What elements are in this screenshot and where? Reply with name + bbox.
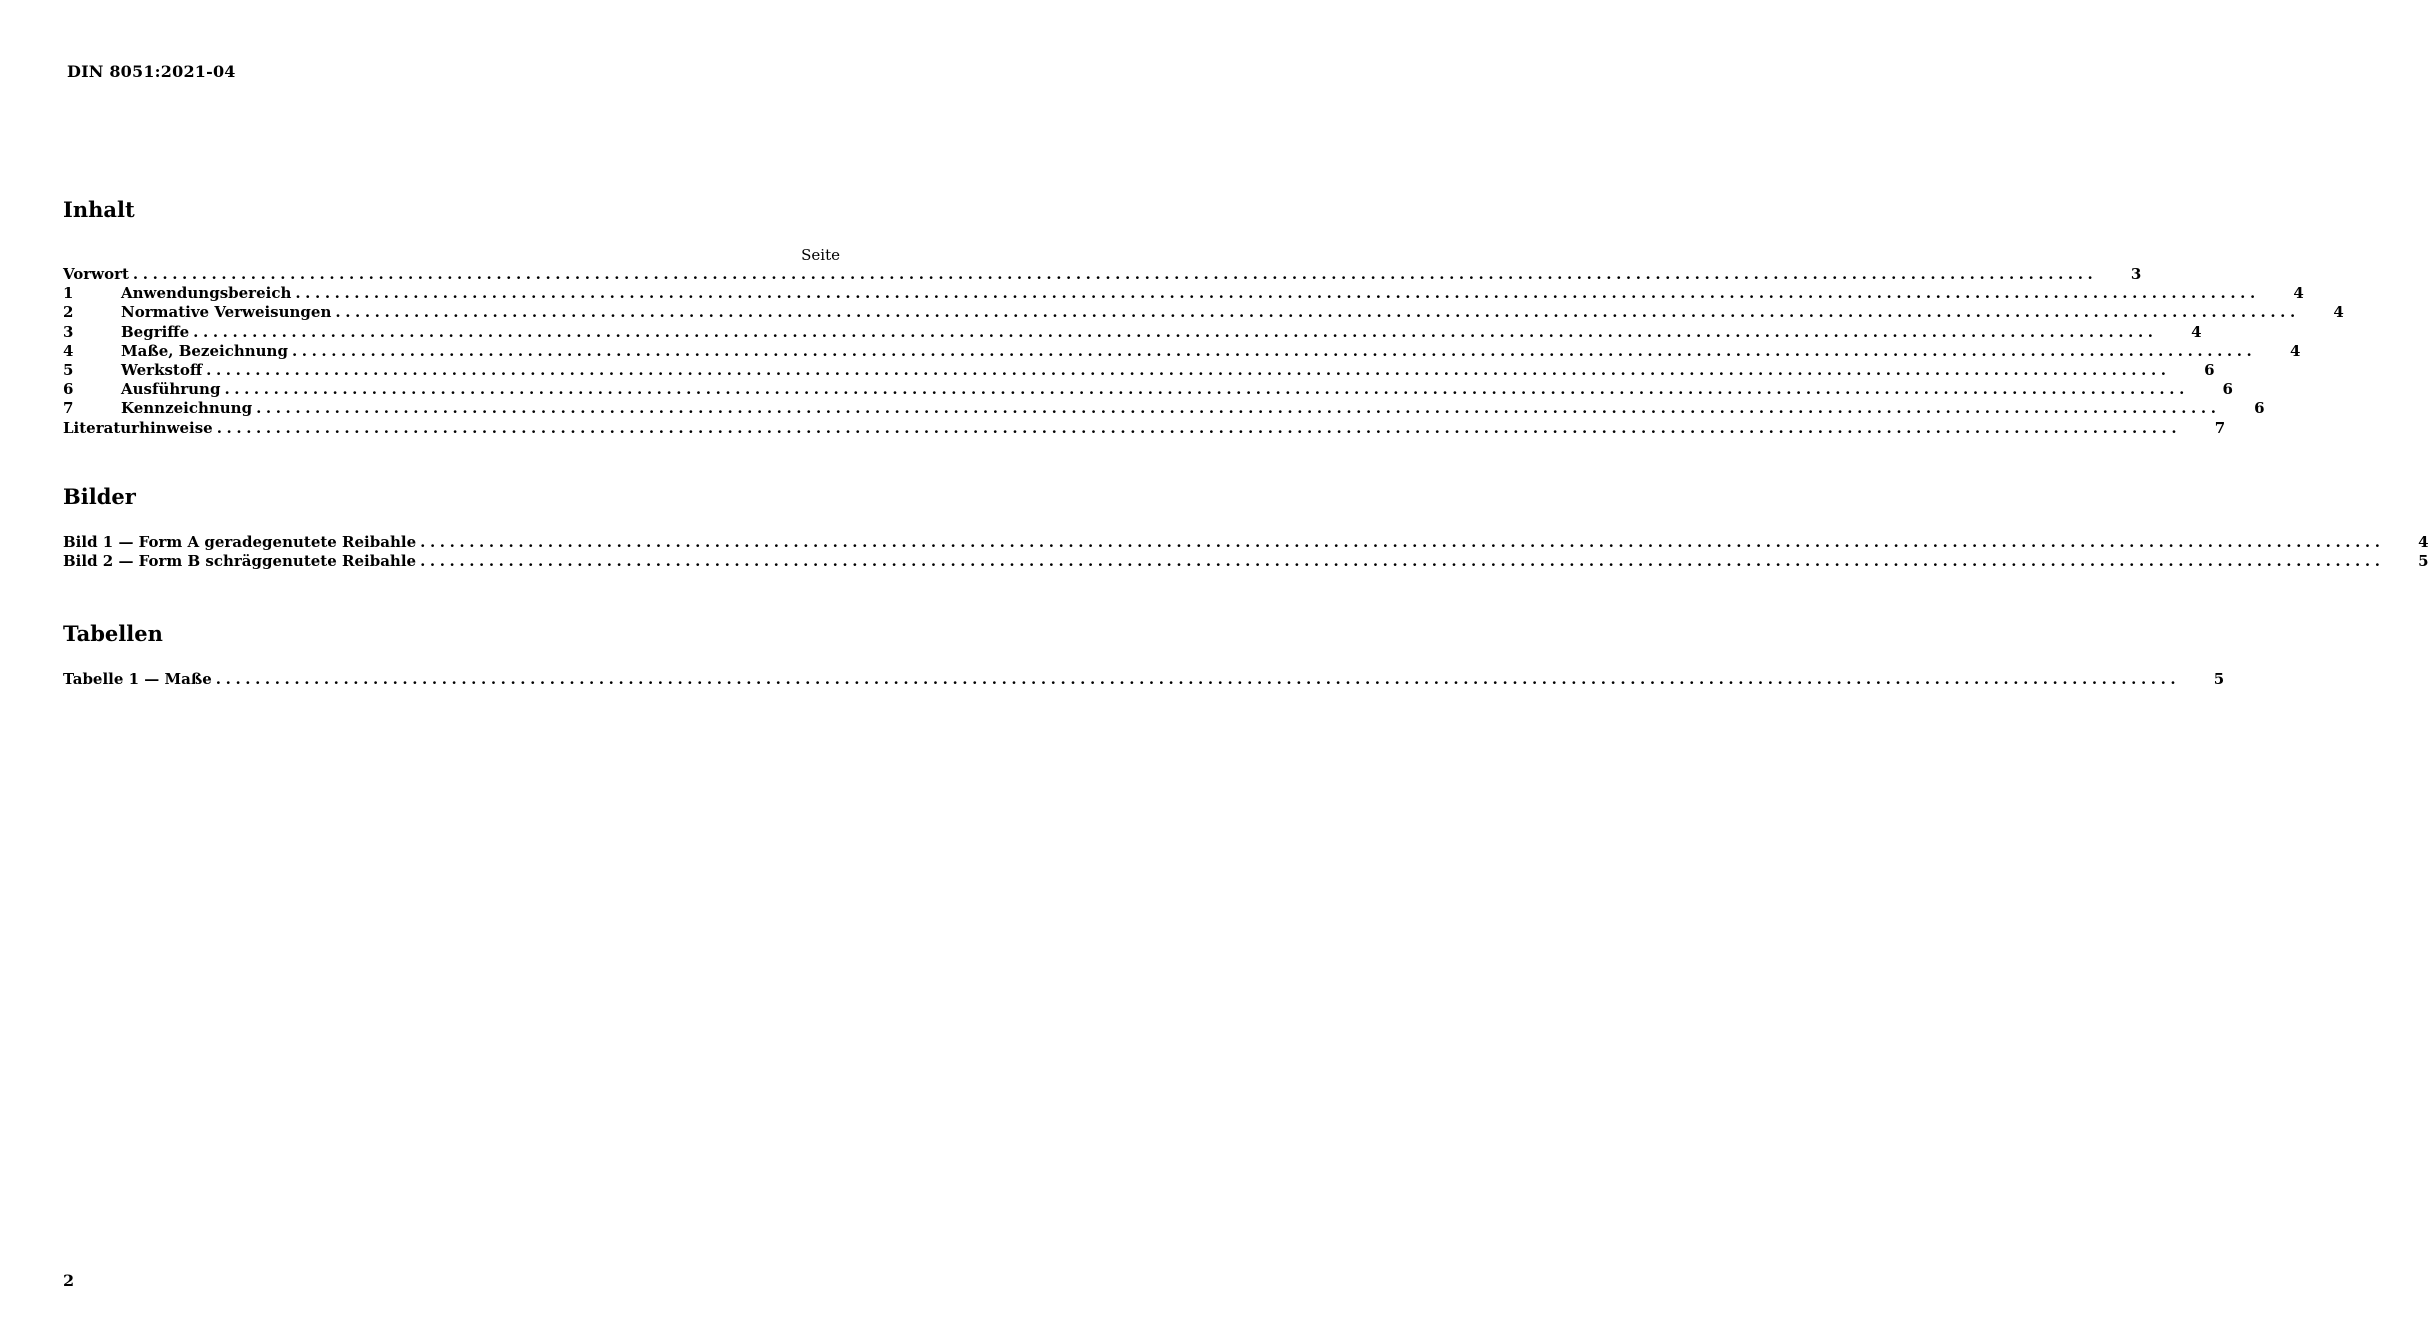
toc-entry-number: 3 (63, 322, 74, 341)
leader-dots: ........................................................................................................................................................................................................ (132, 265, 2098, 283)
leader-dots: ........................................................................................................................................................................................................ (193, 322, 2158, 341)
figures-heading: Bilder (63, 484, 136, 509)
leader-dots: ........................................................................................................................................................................................................ (216, 418, 2182, 437)
figure-entry-1[interactable] (63, 533, 2429, 552)
toc-entry-page: 6 (2254, 399, 2265, 418)
toc-entry-begriffe[interactable] (63, 322, 2202, 342)
leader-dots: ........................................................................................................................................................................................................ (256, 399, 2221, 418)
figure-entry-title: Bild 2 — Form B schräggenutete Reibahle (63, 552, 417, 571)
toc-entry-title: Begriffe (121, 322, 190, 341)
figure-entry-page: 4 (2418, 533, 2429, 551)
table-entry-1[interactable] (63, 670, 2225, 689)
toc-entry-number: 1 (63, 284, 74, 303)
toc-entry-literaturhinweise[interactable] (63, 418, 2226, 438)
toc-entry-page: 3 (2130, 265, 2142, 283)
contents-heading: Inhalt (63, 197, 135, 222)
toc-entry-number: 6 (63, 380, 74, 399)
toc-entry-page: 4 (2293, 284, 2304, 303)
toc-entry-masse-bezeichnung[interactable] (63, 341, 2301, 361)
leader-dots: ........................................................................................................................................................................................................ (206, 360, 2171, 379)
toc-entry-vorwort[interactable] (63, 265, 2142, 284)
toc-entry-page: 7 (2214, 418, 2226, 437)
toc-entry-anwendungsbereich[interactable] (63, 284, 2304, 303)
leader-dots: ........................................................................................................................................................................................................ (335, 303, 2300, 322)
leader-dots: ........................................................................................................................................................................................................ (295, 284, 2260, 303)
contents-list (63, 265, 2344, 438)
leader-dots: ........................................................................................................................................................................................................ (291, 341, 2257, 360)
page-number: 2 (63, 1271, 75, 1290)
toc-entry-title: Literaturhinweise (63, 418, 213, 437)
toc-entry-title: Anwendungsbereich (121, 284, 292, 303)
figures-list (63, 533, 2429, 571)
page-column-label: Seite (801, 246, 840, 264)
tables-heading: Tabellen (63, 621, 163, 646)
toc-entry-page: 4 (2289, 341, 2301, 360)
leader-dots: ........................................................................................................................................................................................................ (420, 533, 2385, 551)
figure-entry-title: Bild 1 — Form A geradegenutete Reibahle (63, 533, 417, 551)
toc-entry-page: 4 (2333, 303, 2344, 322)
toc-entry-title: Vorwort (63, 265, 129, 283)
toc-entry-title: Werkstoff (121, 360, 203, 379)
toc-entry-page: 6 (2204, 360, 2215, 379)
toc-entry-title: Normative Verweisungen (121, 303, 332, 322)
toc-entry-page: 4 (2191, 322, 2202, 341)
toc-entry-ausfuehrung[interactable] (63, 380, 2233, 399)
leader-dots: ........................................................................................................................................................................................................ (420, 552, 2385, 571)
toc-entry-werkstoff[interactable] (63, 360, 2215, 380)
toc-entry-title: Ausführung (121, 380, 221, 399)
toc-entry-page: 6 (2222, 380, 2233, 399)
toc-entry-kennzeichnung[interactable] (63, 399, 2265, 418)
tables-list (63, 670, 2225, 689)
toc-entry-number: 2 (63, 303, 74, 322)
toc-entry-number: 5 (63, 360, 74, 379)
toc-entry-title: Maße, Bezeichnung (121, 341, 288, 360)
toc-entry-number: 7 (63, 399, 74, 418)
figure-entry-page: 5 (2418, 552, 2429, 571)
leader-dots: ........................................................................................................................................................................................................ (224, 380, 2189, 399)
leader-dots: ........................................................................................................................................................................................................ (215, 670, 2181, 688)
toc-entry-title: Kennzeichnung (121, 399, 253, 418)
toc-entry-normative-verweisungen[interactable] (63, 303, 2344, 322)
table-entry-title: Tabelle 1 — Maße (63, 670, 212, 688)
document-id: DIN 8051:2021-04 (67, 62, 236, 81)
table-entry-page: 5 (2213, 670, 2225, 688)
toc-entry-number: 4 (63, 341, 74, 360)
figure-entry-2[interactable] (63, 552, 2429, 571)
